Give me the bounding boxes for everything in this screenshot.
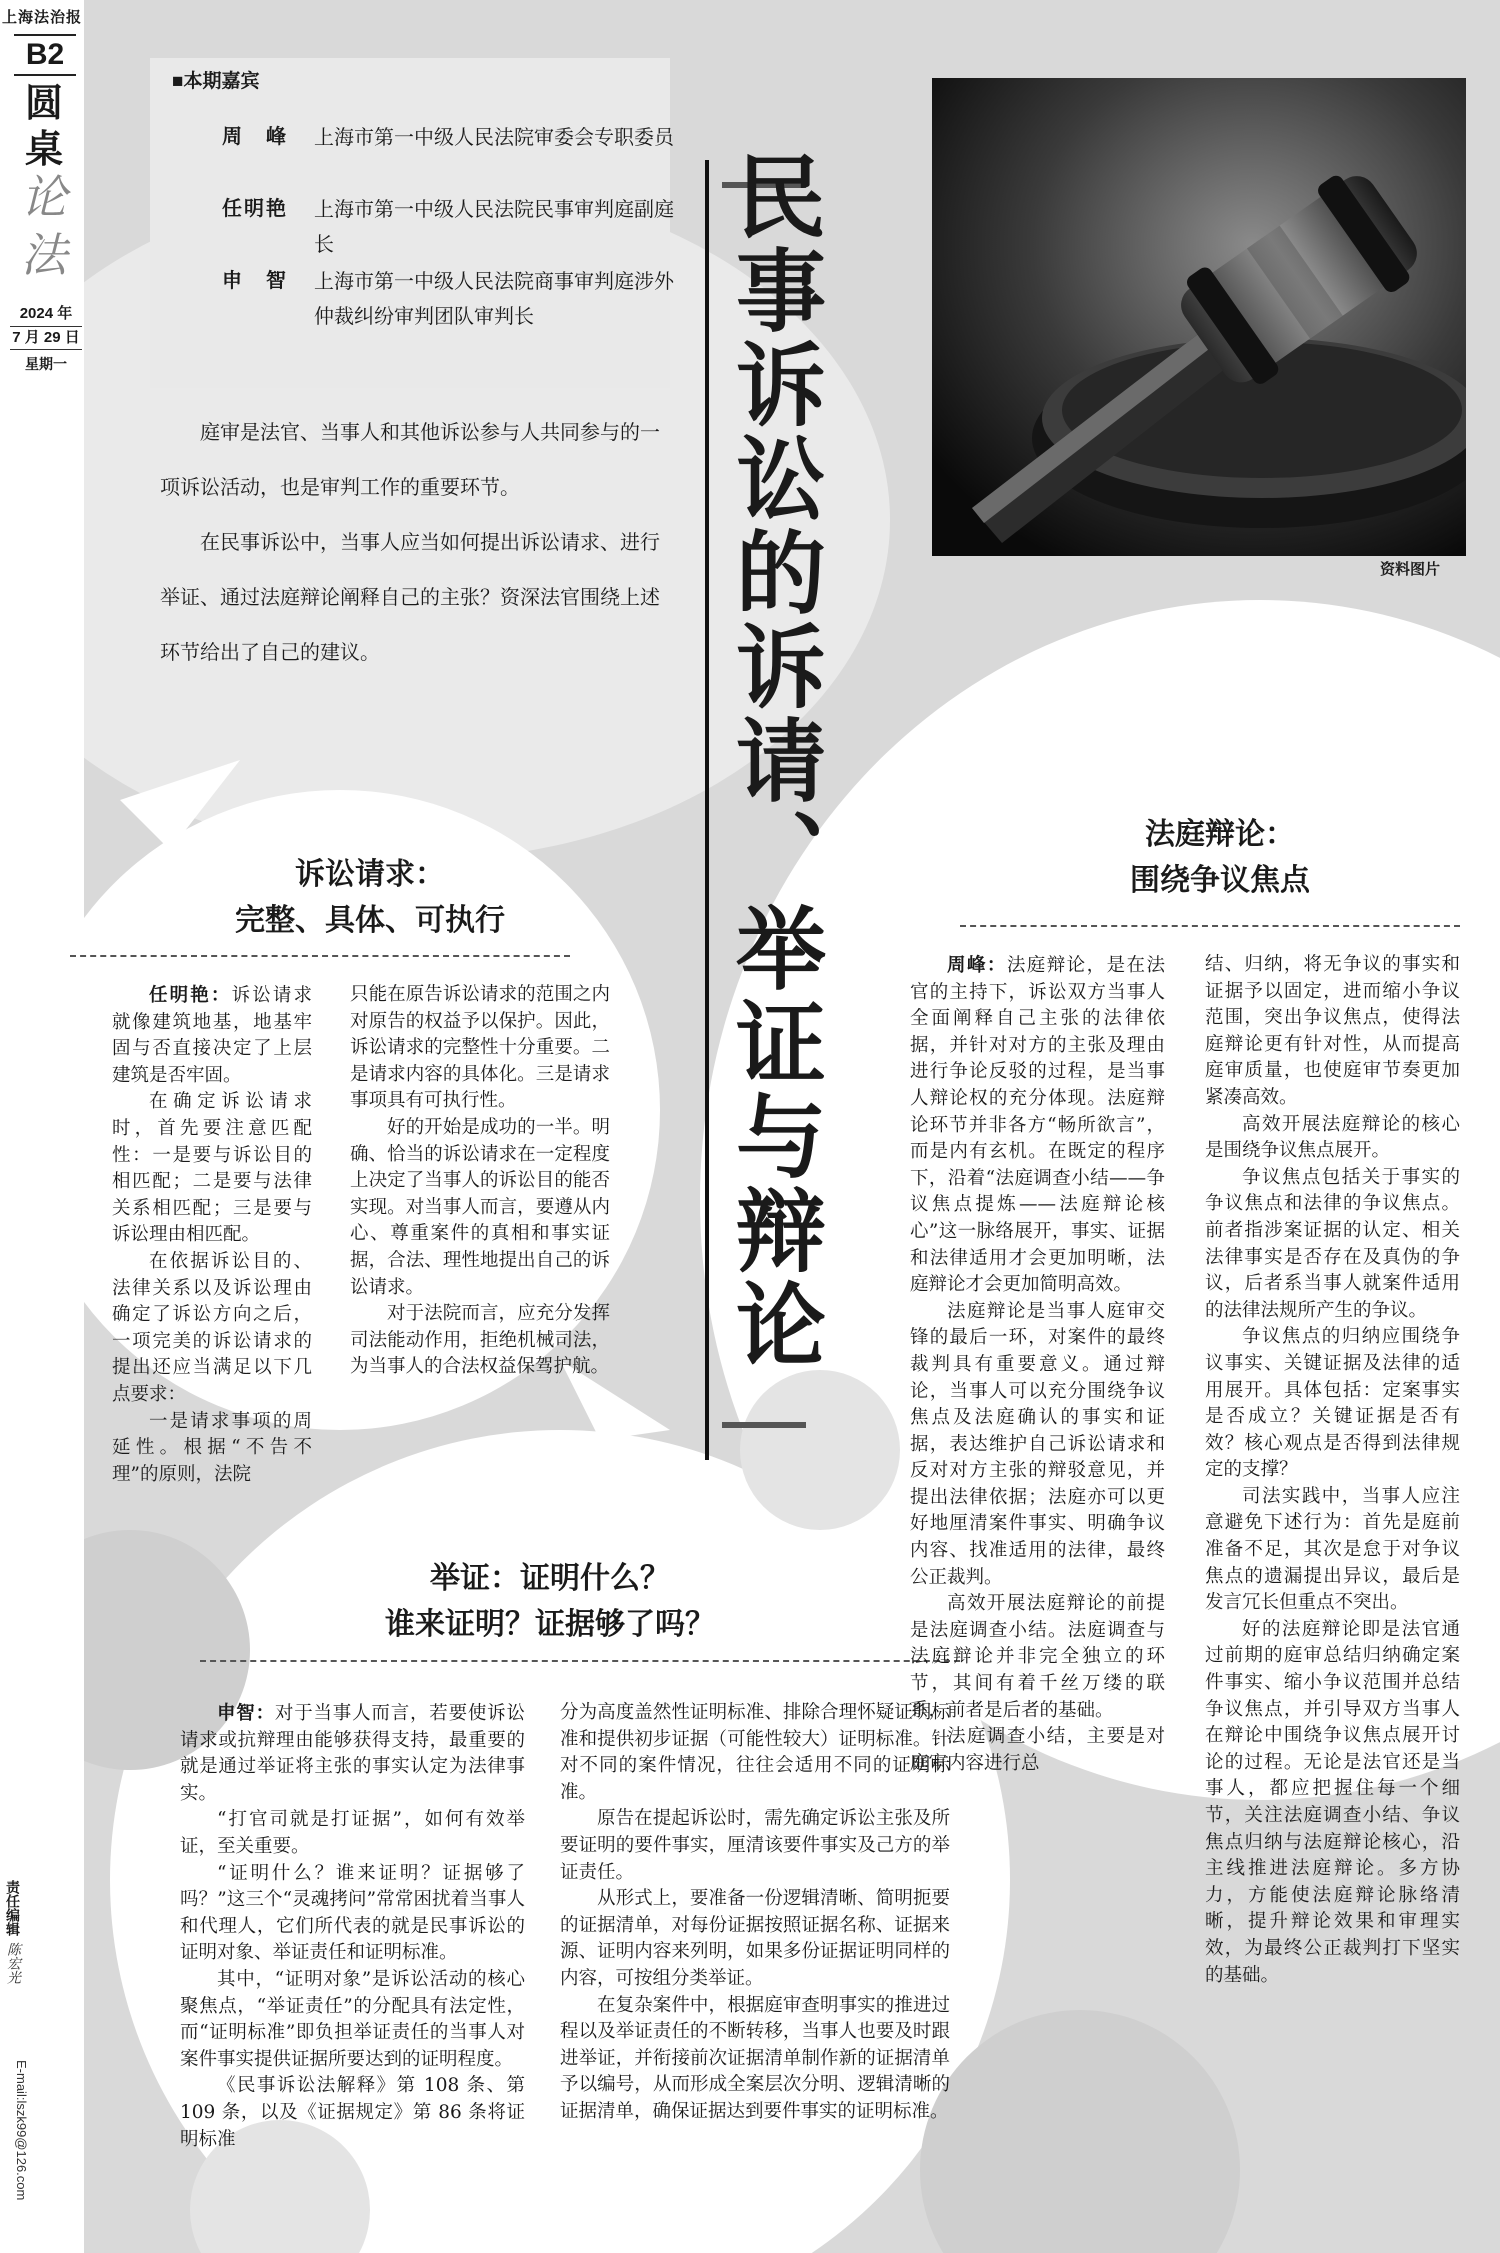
speaker-name: 申智：: [217, 1702, 275, 1723]
evidence-paragraph: “证明什么？谁来证明？证据够了吗？”这三个“灵魂拷问”常常困扰着当事人和代理人，它们所代表的就是民事诉讼的证明对象、举证责任和证明标准。: [180, 1862, 525, 1964]
intro-text: [160, 405, 670, 680]
debate-rule: [960, 925, 1460, 928]
debate-paragraph: [910, 952, 1165, 1299]
page-number: B2: [14, 34, 76, 76]
debate-paragraph: 争议焦点包括关于事实的争议焦点和法律的争议焦点。前者指涉案证据的认定、相关法律事实是否存在及真伪的争议，后者系当事人就案件适用的法律法规所产生的争议。: [1205, 1166, 1460, 1321]
debate-paragraph: 结、归纳，将无争议的事实和证据予以固定，进而缩小争议范围，突出争议焦点，使得法庭辩论更有针对性，从而提高庭审质量，也使庭审节奏更加紧凑高效。: [1205, 954, 1460, 1108]
evidence-paragraph: 《民事诉讼法解释》第 108 条、第 109 条，以及《证据规定》第 86 条将证明标准: [180, 2075, 525, 2150]
date-day: 7 月 29 日: [10, 326, 82, 350]
claims-heading-line1: 诉讼请求：: [295, 857, 445, 892]
claims-paragraph: 只能在原告诉讼请求的范围之内对原告的权益予以保护。因此，诉讼请求的完整性十分重要。二是请求内容的具体化。三是请求事项具有可执行性。: [350, 984, 610, 1112]
evidence-paragraph: [180, 1700, 525, 1807]
editor-label: 责任编辑: [5, 1880, 21, 1936]
section-name-line2: 论法: [21, 170, 67, 282]
claims-paragraph: 好的开始是成功的一半。明确、恰当的诉讼请求在一定程度上决定了当事人的诉讼目的能否实现。对当事人而言，要遵从内心、尊重案件的真相和事实证据，合法、理性地提出自己的诉讼请求。: [350, 1116, 610, 1298]
guest-title: 上海市第一中级人民法院审委会专职委员: [314, 125, 674, 149]
claims-column-2: [350, 982, 610, 1381]
date-year: 2024 年: [19, 305, 73, 322]
evidence-column-1: [180, 1700, 525, 2153]
paper-name: 上海法治报: [2, 8, 83, 26]
intro-paragraph: 在民事诉讼中，当事人应当如何提出诉讼请求、进行举证、通过法庭辩论阐释自己的主张？资深法官围绕上述环节给出了自己的建议。: [160, 530, 660, 664]
title-bracket-bottom: [722, 1422, 806, 1428]
debate-paragraph: 法庭辩论是当事人庭审交锋的最后一环，对案件的最终裁判具有重要意义。通过辩论，当事人可以充分围绕争议焦点及法庭确认的事实和证据，表达维护自己诉讼请求和反对对方主张的辩驳意见，并提出法律依据；法庭亦可以更好地厘清案件事实、明确争议内容、找准适用的法律，最终公正裁判。: [910, 1300, 1165, 1588]
debate-column-1: [910, 952, 1165, 1777]
paragraph-text: 诉讼请求就像建筑地基，地基牢固与否直接决定了上层建筑是否牢固。: [112, 985, 312, 1086]
weekday: 星期一: [25, 356, 67, 372]
evidence-column-2: [560, 1700, 950, 2126]
evidence-paragraph: 分为高度盖然性证明标准、排除合理怀疑证明标准和提供初步证据（可能性较大）证明标准。针对不同的案件情况，往往会适用不同的证明标准。: [560, 1702, 950, 1803]
paragraph-text: 法庭辩论，是在法官的主持下，诉讼双方当事人全面阐释自己主张的法律依据，并针对对方的主张及理由进行争论反驳的过程，是当事人辩论权的充分体现。法庭辩论环节并非各方“畅所欲言”，而是内有玄机。在既定的程序下，沿着“法庭调查小结——争议焦点提炼——法庭辩论核心”这一脉络展开，事实、证据和法律适用才会更加明晰，法庭辩论才会更加简明高效。: [910, 955, 1165, 1296]
debate-paragraph: 高效开展法庭辩论的前提是法庭调查小结。法庭调查与法庭辩论并非完全独立的环节，其间有着千丝万缕的联系，前者是后者的基础。: [910, 1593, 1165, 1721]
debate-column-2: [1205, 952, 1460, 1989]
evidence-paragraph: 其中，“证明对象”是诉讼活动的核心聚焦点，“举证责任”的分配具有法定性，而“证明标准”即负担举证责任的当事人对案件事实提供证据所要达到的证明程度。: [180, 1968, 525, 2070]
evidence-heading-line1: 举证：证明什么？: [430, 1561, 670, 1596]
evidence-heading-line2: 谁来证明？证据够了吗？: [385, 1607, 715, 1642]
claims-paragraph: 在确定诉讼请求时，首先要注意匹配性：一是要与诉讼目的相匹配；二是要与法律关系相匹配；三是要与诉讼理由相匹配。: [112, 1091, 312, 1246]
editor-email: E-mail:lszk99@126.com: [14, 2060, 29, 2201]
guest-name: 申 智: [222, 270, 288, 292]
claims-column-1: [112, 982, 312, 1488]
claims-heading-line2: 完整、具体、可执行: [235, 903, 505, 938]
evidence-rule: [200, 1660, 960, 1663]
evidence-paragraph: “打官司就是打证据”，如何有效举证，至关重要。: [180, 1809, 525, 1857]
claims-paragraph: 对于法院而言，应充分发挥司法能动作用，拒绝机械司法，为当事人的合法权益保驾护航。: [350, 1303, 610, 1378]
claims-heading: [170, 852, 570, 944]
claims-paragraph: [112, 982, 312, 1089]
debate-paragraph: 好的法庭辩论即是法官通过前期的庭审总结归纳确定案件事实、缩小争议范围并总结争议焦点，并引导双方当事人在辩论中围绕争议焦点展开讨论的过程。无论是法官还是当事人，都应把握住每一个细节，关注法庭调查小结、争议焦点归纳与法庭辩论核心，沿主线推进法庭辩论。多方协力，方能使法庭辩论脉络清晰，提升辩论效果和审理实效，为最终公正裁判打下坚实的基础。: [1205, 1618, 1460, 1986]
claims-paragraph: 在依据诉讼目的、法律关系以及诉讼理由确定了诉讼方向之后，一项完美的诉讼请求的提出还应当满足以下几点要求：: [112, 1250, 312, 1405]
debate-paragraph: 争议焦点的归纳应围绕争议事实、关键证据及法律的适用展开。具体包括：定案事实是否成立？关键证据是否有效？核心观点是否得到法律规定的支撑？: [1205, 1326, 1460, 1481]
claims-rule: [70, 955, 570, 958]
section-name-line1: 圆桌: [24, 80, 63, 171]
speaker-name: 任明艳：: [149, 984, 232, 1005]
editor-credit: [4, 1880, 44, 1984]
debate-heading-line2: 围绕争议焦点: [1130, 863, 1310, 898]
evidence-paragraph: 从形式上，要准备一份逻辑清晰、简明扼要的证据清单，对每份证据按照证据名称、证据来源、证明内容来列明，如果多份证据证明同样的内容，可按组分类举证。: [560, 1888, 950, 1989]
guests-title: ■本期嘉宾: [172, 71, 260, 92]
debate-heading-line1: 法庭辩论：: [1145, 817, 1295, 852]
guest-name: 周 峰: [222, 126, 288, 148]
gavel-photo: [932, 78, 1466, 556]
evidence-paragraph: 在复杂案件中，根据庭审查明事实的推进过程以及举证责任的不断转移，当事人也要及时跟进举证，并衔接前次证据清单制作新的证据清单予以编号，从而形成全案层次分明、逻辑清晰的证据清单，确保证据达到要件事实的证明标准。: [560, 1994, 950, 2122]
evidence-heading: [290, 1556, 810, 1648]
title-rule: [705, 160, 709, 1460]
intro-paragraph: 庭审是法官、当事人和其他诉讼参与人共同参与的一项诉讼活动，也是审判工作的重要环节。: [160, 420, 660, 499]
debate-paragraph: 法庭调查小结，主要是对庭审内容进行总: [910, 1726, 1165, 1774]
editor-name: 陈宏光: [5, 1942, 21, 1984]
debate-heading: [1030, 812, 1410, 904]
gavel-image: [932, 78, 1466, 556]
guest-name: 任明艳: [222, 198, 288, 220]
paragraph-text: 对于当事人而言，若要使诉讼请求或抗辩理由能够获得支持，最重要的就是通过举证将主张的事实认定为法律事实。: [180, 1703, 525, 1804]
debate-paragraph: 司法实践中，当事人应注意避免下述行为：首先是庭前准备不足，其次是怠于对争议焦点的遗漏提出异议，最后是发言冗长但重点不突出。: [1205, 1485, 1460, 1614]
guest-title: 上海市第一中级人民法院商事审判庭涉外仲裁纠纷审判团队审判长: [314, 269, 674, 328]
guest-title: 上海市第一中级人民法院民事审判庭副庭长: [314, 197, 674, 256]
debate-paragraph: 高效开展法庭辩论的核心是围绕争议焦点展开。: [1205, 1113, 1460, 1162]
photo-caption: 资料图片: [1380, 561, 1441, 578]
claims-paragraph: 一是请求事项的周延性。根据“不告不理”的原则，法院: [112, 1410, 312, 1485]
main-title: 民事诉讼的诉请、举证与辩论: [720, 150, 826, 1372]
evidence-paragraph: 原告在提起诉讼时，需先确定诉讼主张及所要证明的要件事实，厘清该要件事实及己方的举证责任。: [560, 1808, 950, 1883]
speaker-name: 周峰：: [947, 954, 1007, 975]
